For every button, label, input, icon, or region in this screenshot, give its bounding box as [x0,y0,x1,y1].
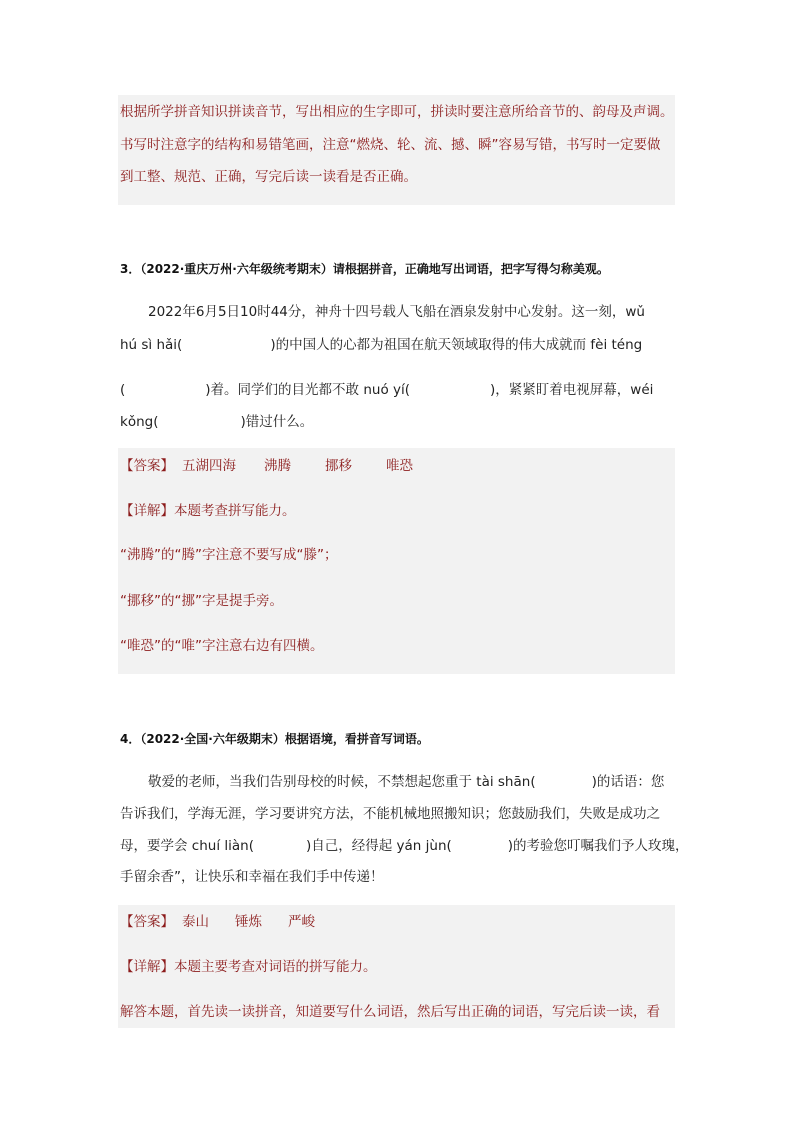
q4-answer-line [120,913,315,931]
answer-item: 严峻 [288,914,315,930]
q4-paragraph-line-1 [148,773,664,791]
intro-line-2: 书写时注意字的结构和易错笔画，注意“燃烧、轮、流、撼、瞬”容易写错，书写时一定要做 [120,137,661,153]
q3-paragraph-line-2 [120,336,642,354]
answer-item: 五湖四海 [182,458,236,474]
q3-note-2: “挪移”的“挪”字是提手旁。 [120,593,283,609]
detail-label: 【详解】 [120,959,174,975]
question-3-title: 3．（2022·重庆万州·六年级统考期末）请根据拼音，正确地写出词语，把字写得匀称美观。 [120,262,609,276]
q3-detail-line [120,502,296,520]
question-4-title: 4．（2022·全国·六年级期末）根据语境，看拼音写词语。 [120,732,429,746]
detail-text: 本题主要考查对词语的拼写能力。 [174,959,377,975]
q3-text: 2022年6月5日10时44分，神舟十四号载人飞船在酒泉发射中心发射。这一刻，wǔ [148,304,645,320]
q3-text: kǒng( [120,414,159,430]
q4-text: 母，要学会 chuí liàn( [120,838,254,854]
detail-text: 本题考查拼写能力。 [174,503,296,519]
answer-item: 唯恐 [386,458,413,474]
answer-label: 【答案】 [120,914,174,930]
q3-text: )，紧紧盯着电视屏幕，wéi [490,382,654,398]
answer-item: 挪移 [325,458,352,474]
q4-paragraph-line-2: 告诉我们，学海无涯，学习要讲究方法，不能机械地照搬知识；您鼓励我们，失败是成功之 [120,806,660,822]
q3-text: )错过什么。 [240,414,314,430]
answer-label: 【答案】 [120,458,174,474]
q3-paragraph-line-1 [148,303,645,321]
q3-note-3: “唯恐”的“唯”字注意右边有四横。 [120,638,324,654]
answer-item: 泰山 [182,914,209,930]
q4-text: )的话语：您 [591,774,665,790]
q4-paragraph-line-3 [120,837,689,855]
intro-line-3: 到工整、规范、正确，写完后读一读看是否正确。 [120,169,417,185]
detail-label: 【详解】 [120,503,174,519]
q3-text: )的中国人的心都为祖国在航天领域取得的伟大成就而 fèi téng [270,337,643,353]
q3-text: hú sì hǎi( [120,337,183,353]
q3-text: )着。同学们的目光都不敢 nuó yí( [205,382,411,398]
q3-text: ( [120,382,126,398]
answer-item: 沸腾 [264,458,291,474]
q3-answer-line [120,457,413,475]
q4-text: )自己，经得起 yán jùn( [305,838,452,854]
q4-explanation-line: 解答本题，首先读一读拼音，知道要写什么词语，然后写出正确的词语，写完后读一读，看 [120,1004,660,1020]
intro-line-1: 根据所学拼音知识拼读音节，写出相应的生字即可，拼读时要注意所给音节的、韵母及声调。 [120,104,674,120]
q4-text: )的考验您叮嘱我们予人玫瑰， [507,838,689,854]
q4-paragraph-line-4: 手留余香”，让快乐和幸福在我们手中传递！ [120,869,384,885]
q3-note-1: “沸腾”的“腾”字注意不要写成“滕”； [120,547,338,563]
q3-paragraph-line-3 [120,381,653,399]
answer-item: 锤炼 [235,914,262,930]
q4-text: 敬爱的老师，当我们告别母校的时候，不禁想起您重于 tài shān( [148,774,536,790]
q3-paragraph-line-4 [120,413,313,431]
q4-detail-line [120,958,377,976]
